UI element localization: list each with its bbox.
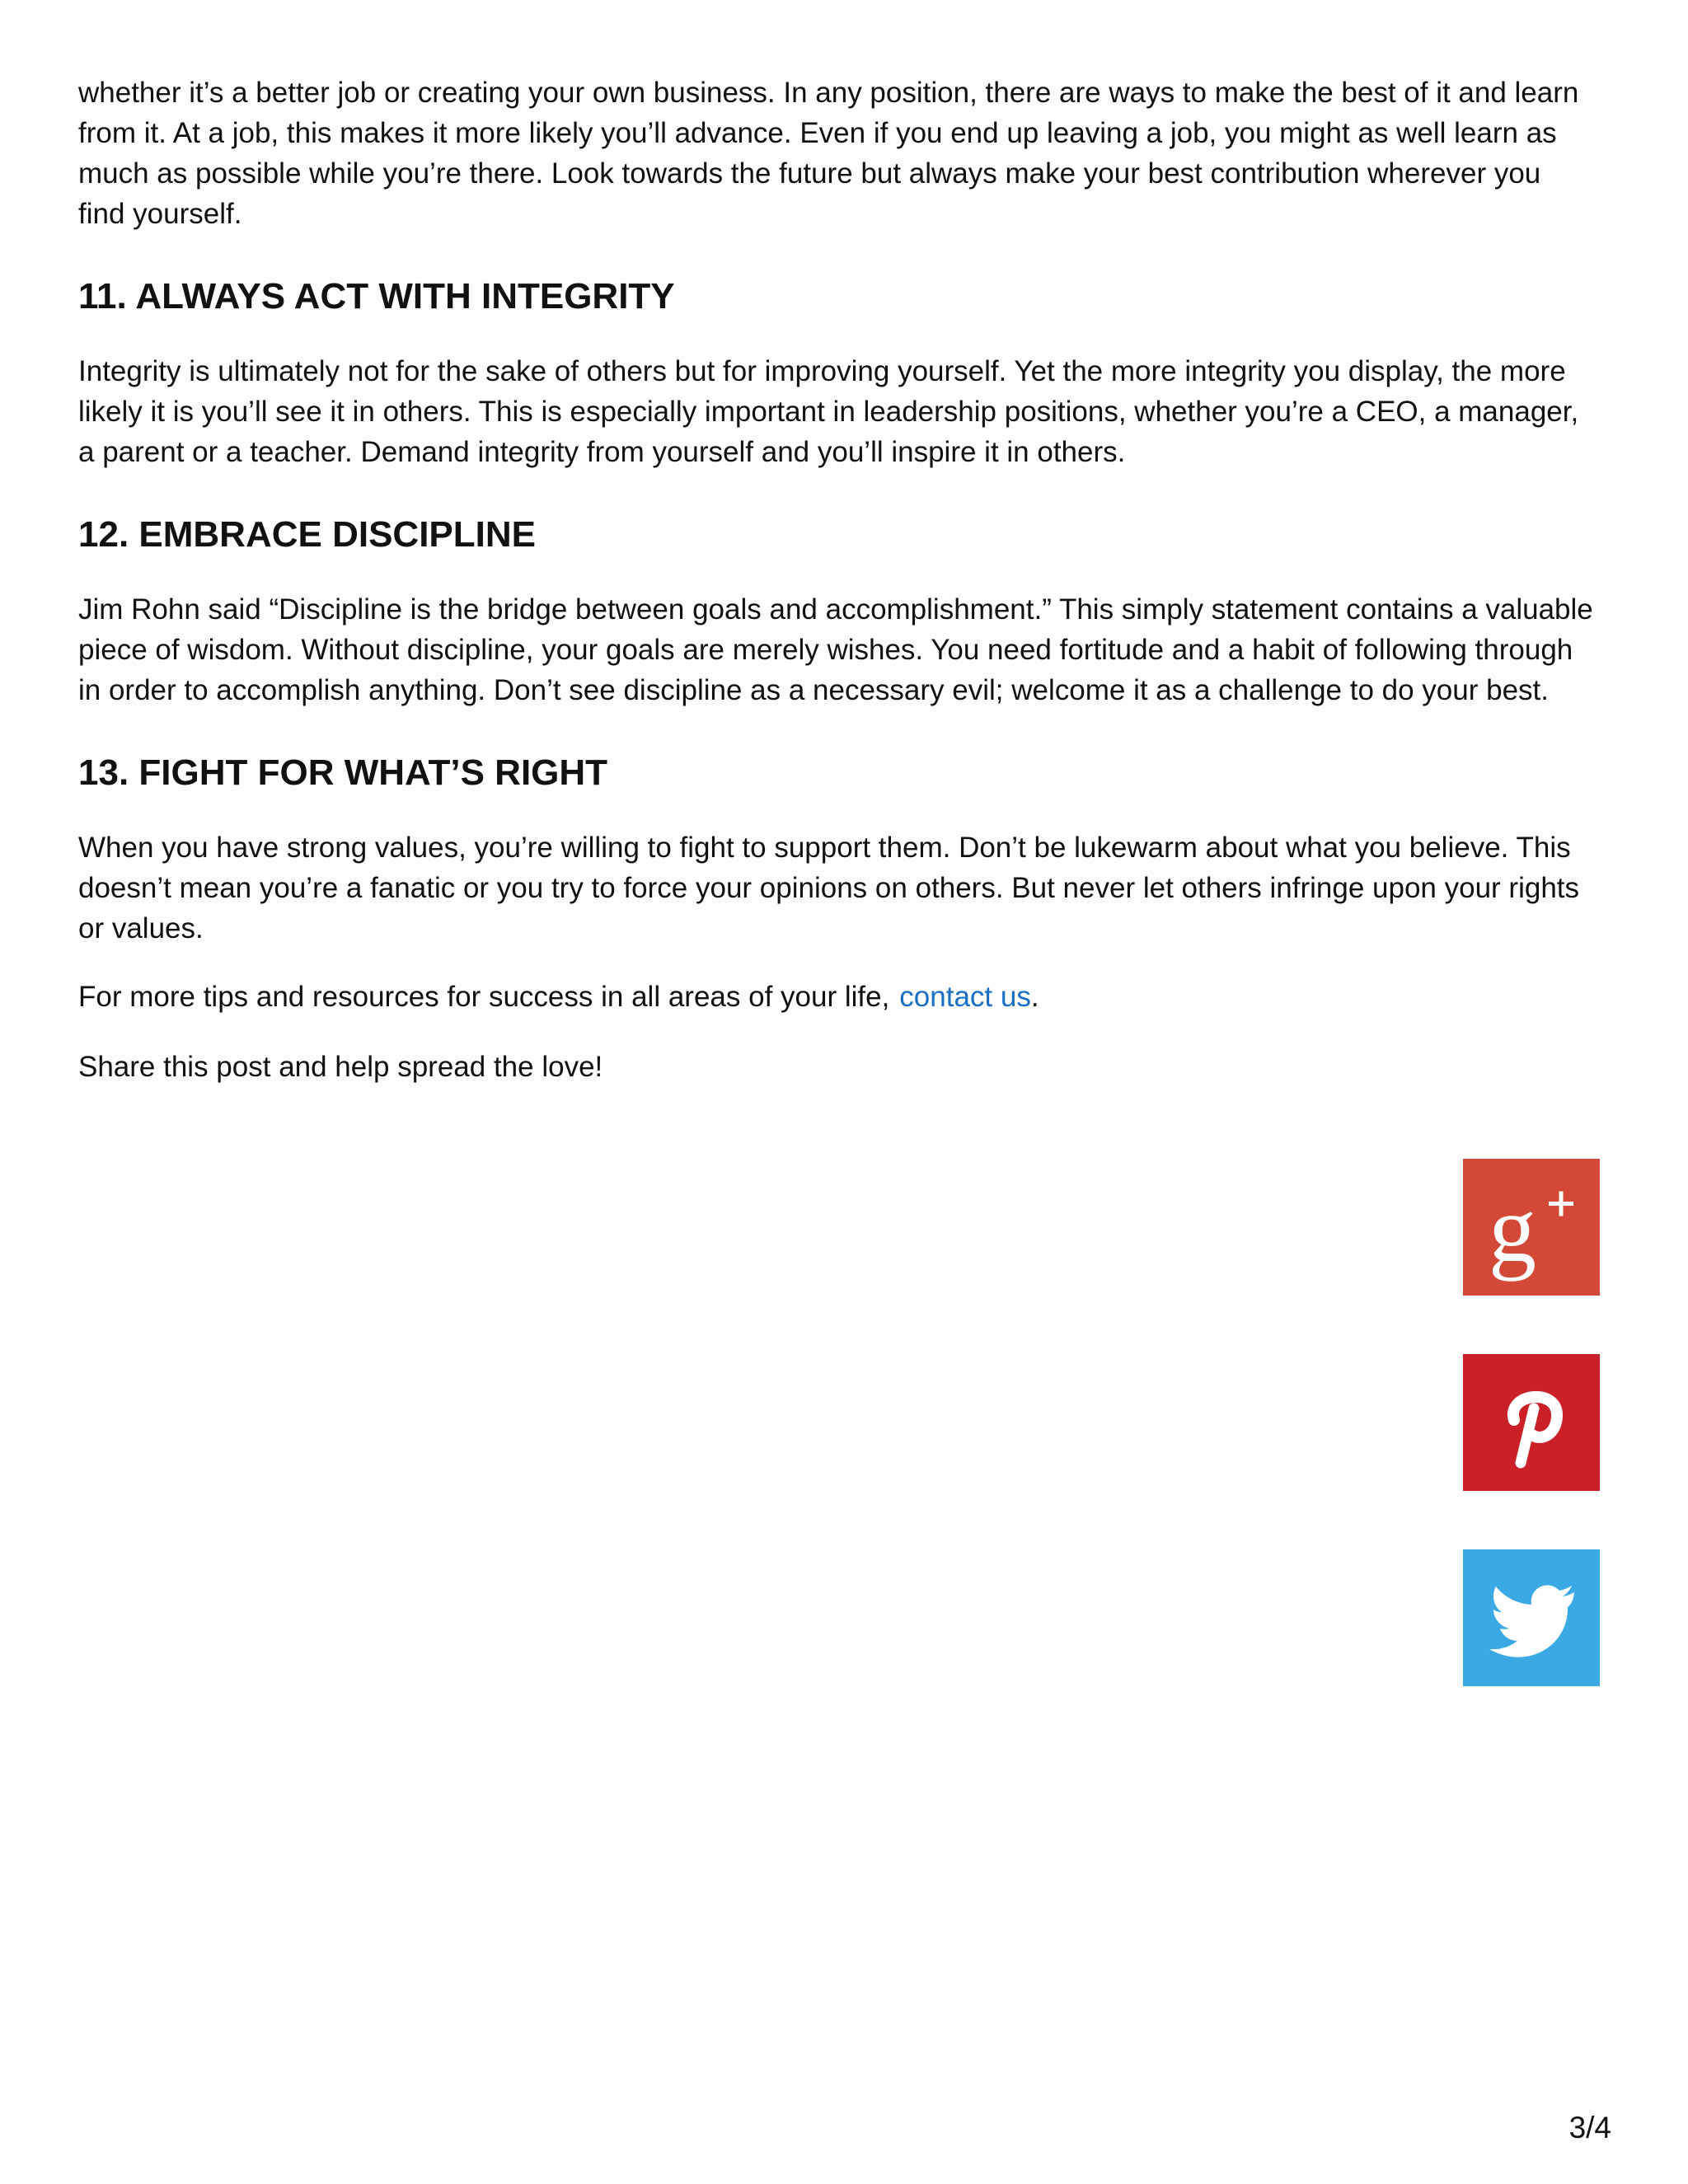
twitter-icon — [1463, 1549, 1600, 1686]
twitter-share-button[interactable] — [1463, 1549, 1600, 1686]
contact-suffix: . — [1030, 981, 1039, 1013]
google-plus-share-button[interactable] — [1463, 1159, 1600, 1296]
contact-us-link[interactable]: contact us — [899, 981, 1031, 1013]
article-content — [78, 73, 1595, 1087]
section-heading-integrity: 11. ALWAYS ACT WITH INTEGRITY — [78, 276, 675, 316]
contact-text: For more tips and resources for success in all areas of your life, — [78, 981, 890, 1013]
contact-paragraph — [78, 977, 1595, 1017]
intro-paragraph: whether it’s a better job or creating your own business. In any position, there are ways to make the best of it and learn from it. At a job, this makes it more likely you’ll advance. Even if you end up leaving a job, you might as well learn as much as possible while you’re there. Look towards the future but always make your best contribution wherever you find yourself. — [78, 77, 1579, 230]
pinterest-icon — [1463, 1354, 1600, 1491]
section-body-integrity: Integrity is ultimately not for the sake of others but for improving yourself. Yet the more integrity you display, the more likely it is you’ll see it in others. This is especially important in leadership positions, whether you’re a CEO, a manager, a parent or a teacher. Demand integrity from yourself and you’ll inspire it in others. — [78, 355, 1579, 468]
section-heading-right: 13. FIGHT FOR WHAT’S RIGHT — [78, 752, 608, 793]
page-number: 3/4 — [1568, 2111, 1611, 2144]
section-body-discipline: Jim Rohn said “Discipline is the bridge between goals and accomplishment.” This simply statement contains a valuable piece of wisdom. Without discipline, your goals are merely wishes. You need fortitude and a habit of following through in order to accomplish anything. Don’t see discipline as a necessary evil; welcome it as a challenge to do your best. — [78, 593, 1593, 706]
section-body-right: When you have strong values, you’re willing to fight to support them. Don’t be lukewarm about what you believe. This doesn’t mean you’re a fanatic or you try to force your opinions on others. But never let others infringe upon your rights or values. — [78, 832, 1580, 944]
google-plus-icon — [1463, 1159, 1600, 1296]
pinterest-share-button[interactable] — [1463, 1354, 1600, 1491]
share-prompt: Share this post and help spread the love! — [78, 1051, 603, 1083]
svg-text:g: g — [1489, 1177, 1536, 1282]
section-heading-discipline: 12. EMBRACE DISCIPLINE — [78, 514, 536, 555]
